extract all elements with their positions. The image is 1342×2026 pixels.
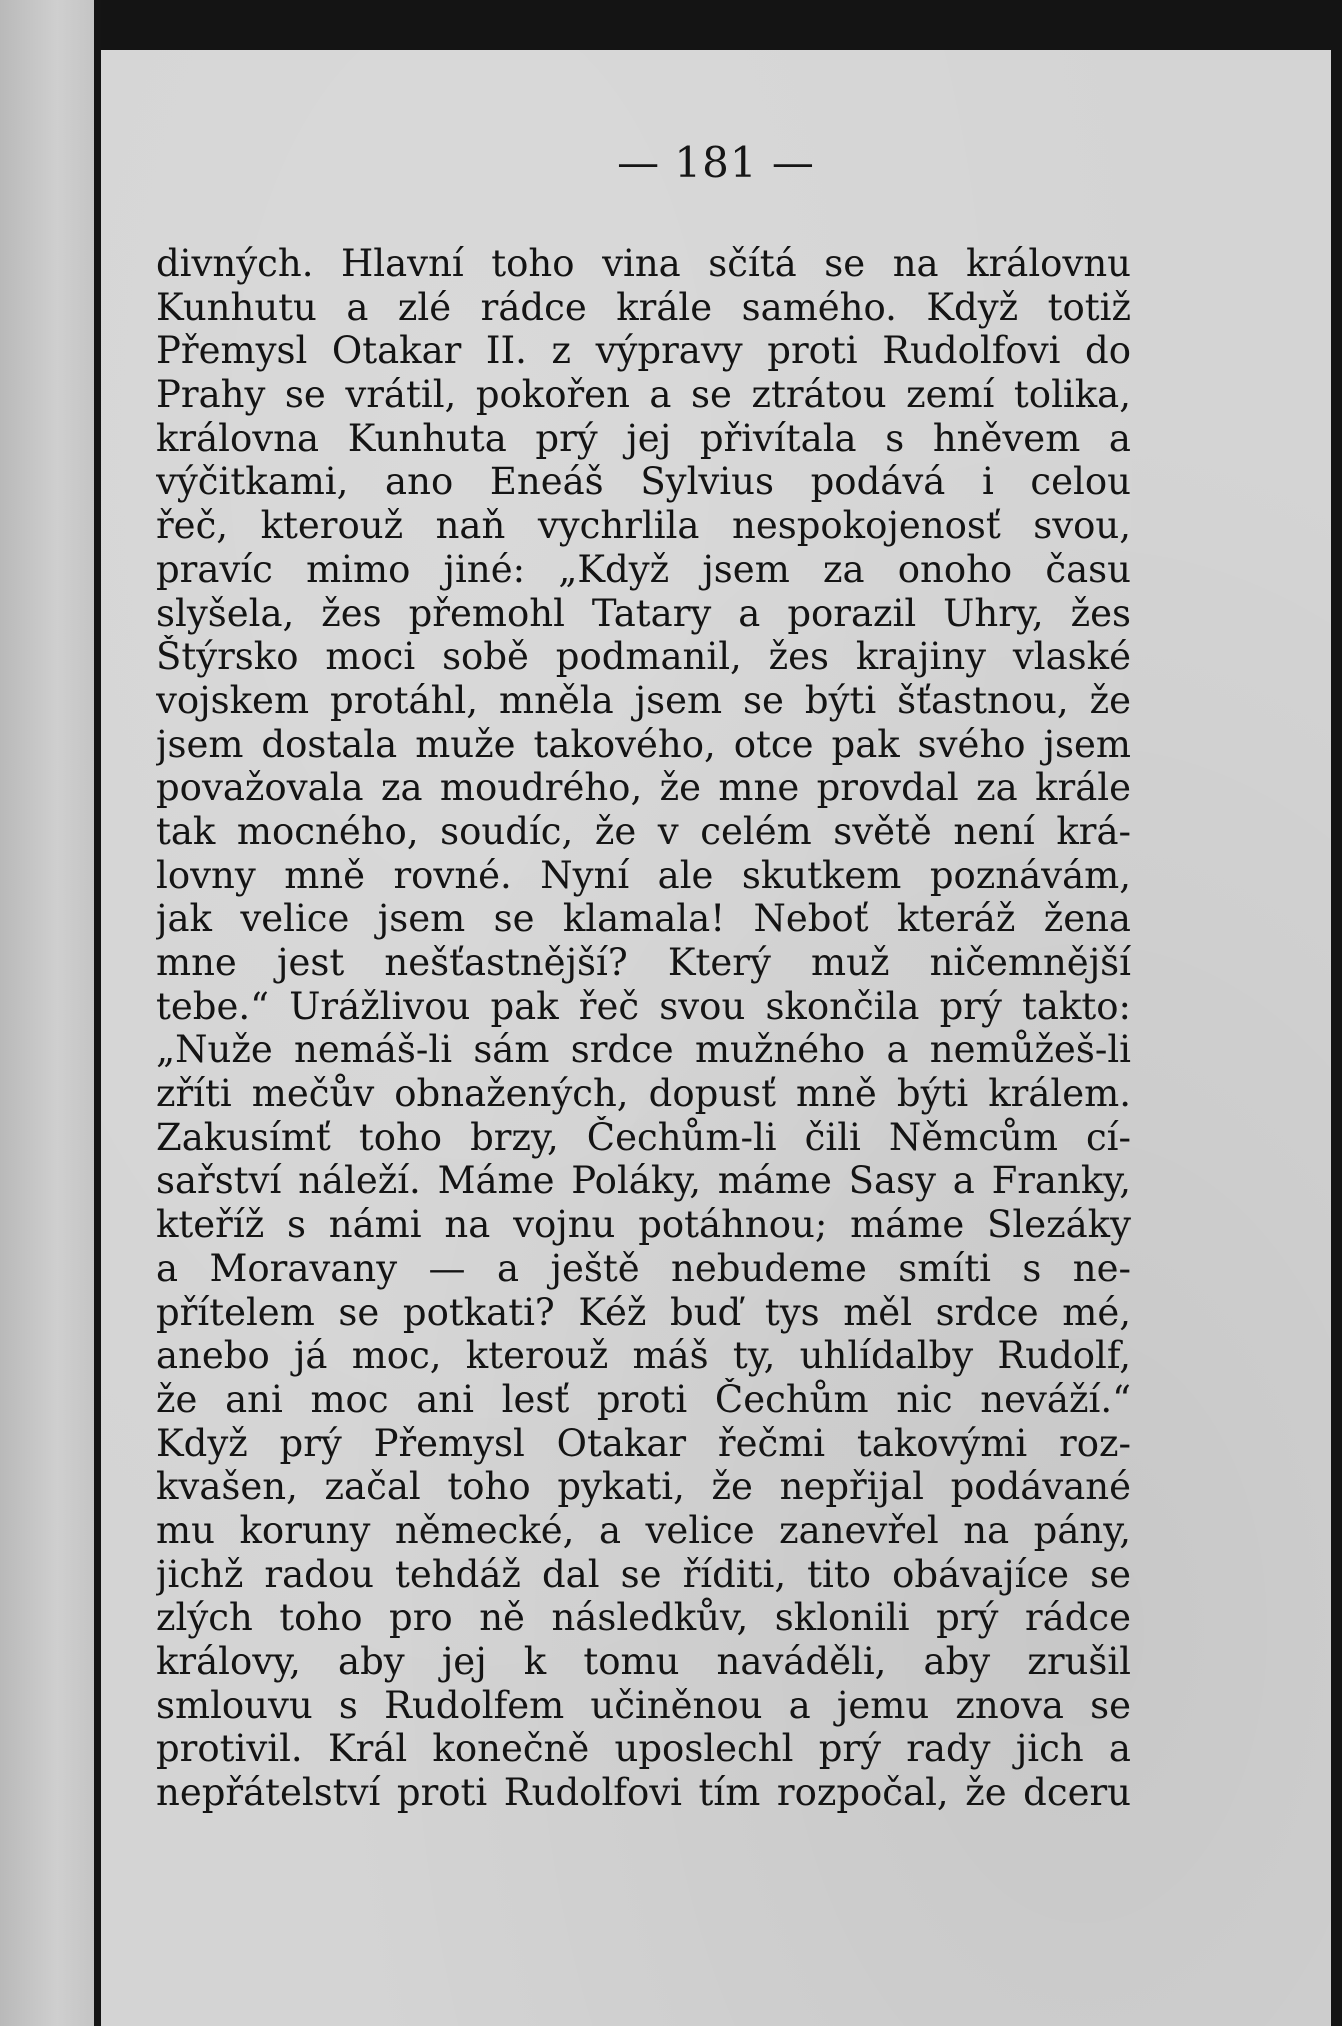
text-line: smlouvu s Rudolfem učiněnou a jemu znova se	[156, 1683, 1131, 1727]
text-line: slyšela, žes přemohl Tatary a porazil Uhry, žes	[156, 591, 1131, 635]
text-line: Když prý Přemysl Otakar řečmi takovými roz-	[156, 1421, 1131, 1465]
text-line: považovala za moudrého, že mne provdal za krále	[156, 766, 1131, 810]
text-line: tak mocného, soudíc, že v celém světě není krá-	[156, 809, 1131, 853]
text-line: nepřátelství proti Rudolfovi tím rozpočal, že dceru	[156, 1771, 1131, 1815]
text-line: zlých toho pro ně následkův, sklonili prý rádce	[156, 1596, 1131, 1640]
text-line: sařství náleží. Máme Poláky, máme Sasy a Franky,	[156, 1159, 1131, 1203]
text-line: lovny mně rovné. Nyní ale skutkem poznávám,	[156, 853, 1131, 897]
text-line: Štýrsko moci sobě podmanil, žes krajiny vlaské	[156, 635, 1131, 679]
text-line: vojskem protáhl, mněla jsem se býti šťastnou, že	[156, 678, 1131, 722]
text-line: „Nuže nemáš-li sám srdce mužného a nemůžeš-li	[156, 1028, 1131, 1072]
text-line: divných. Hlavní toho vina sčítá se na královnu	[156, 242, 1131, 285]
text-line: Prahy se vrátil, pokořen a se ztrátou zemí tolika,	[156, 373, 1131, 417]
text-line: protivil. Král konečně uposlechl prý rady jich a	[156, 1727, 1131, 1771]
text-line: a Moravany — a ještě nebudeme smíti s ne-	[156, 1246, 1131, 1290]
text-line: jichž radou tehdáž dal se říditi, tito obávajíce se	[156, 1552, 1131, 1596]
text-line: přítelem se potkati? Kéž buď tys měl srdce mé,	[156, 1290, 1131, 1334]
text-line: mne jest nešťastnější? Který muž ničemnější	[156, 941, 1131, 984]
text-line: Kunhutu a zlé rádce krále samého. Když totiž	[156, 285, 1131, 329]
text-line: kvašen, začal toho pykati, že nepřijal podávané	[156, 1465, 1131, 1509]
text-line: jsem dostala muže takového, otce pak svého jsem	[156, 722, 1131, 766]
binding-shadow	[94, 0, 101, 2026]
text-line: anebo já moc, kterouž máš ty, uhlídalby Rudolf,	[156, 1334, 1131, 1378]
text-line: jak velice jsem se klamala! Neboť kteráž žena	[156, 897, 1131, 941]
body-text	[156, 242, 1131, 1815]
text-line: královna Kunhuta prý jej přivítala s hněvem a	[156, 416, 1131, 460]
text-line: mu koruny německé, a velice zanevřel na pány,	[156, 1508, 1131, 1552]
text-line: kteříž s námi na vojnu potáhnou; máme Slezáky	[156, 1203, 1131, 1247]
text-line: řeč, kterouž naň vychrlila nespokojenosť svou,	[156, 504, 1131, 548]
top-scan-border	[101, 0, 1342, 50]
right-scan-border	[1331, 0, 1342, 2026]
text-line: pravíc mimo jiné: „Když jsem za onoho času	[156, 547, 1131, 591]
text-line: že ani moc ani lesť proti Čechům nic neváží.“	[156, 1377, 1131, 1421]
text-line: Přemysl Otakar II. z výpravy proti Rudolfovi do	[156, 329, 1131, 373]
left-page-edge	[0, 0, 96, 2026]
text-line: tebe.“ Urážlivou pak řeč svou skončila prý takto:	[156, 984, 1131, 1028]
text-line: královy, aby jej k tomu naváděli, aby zrušil	[156, 1640, 1131, 1683]
text-line: výčitkami, ano Eneáš Sylvius podává i celou	[156, 460, 1131, 504]
page-number: — 181 —	[617, 138, 815, 187]
text-line: Zakusímť toho brzy, Čechům-li čili Němcům cí-	[156, 1115, 1131, 1159]
text-line: zříti mečův obnažených, dopusť mně býti králem.	[156, 1072, 1131, 1116]
